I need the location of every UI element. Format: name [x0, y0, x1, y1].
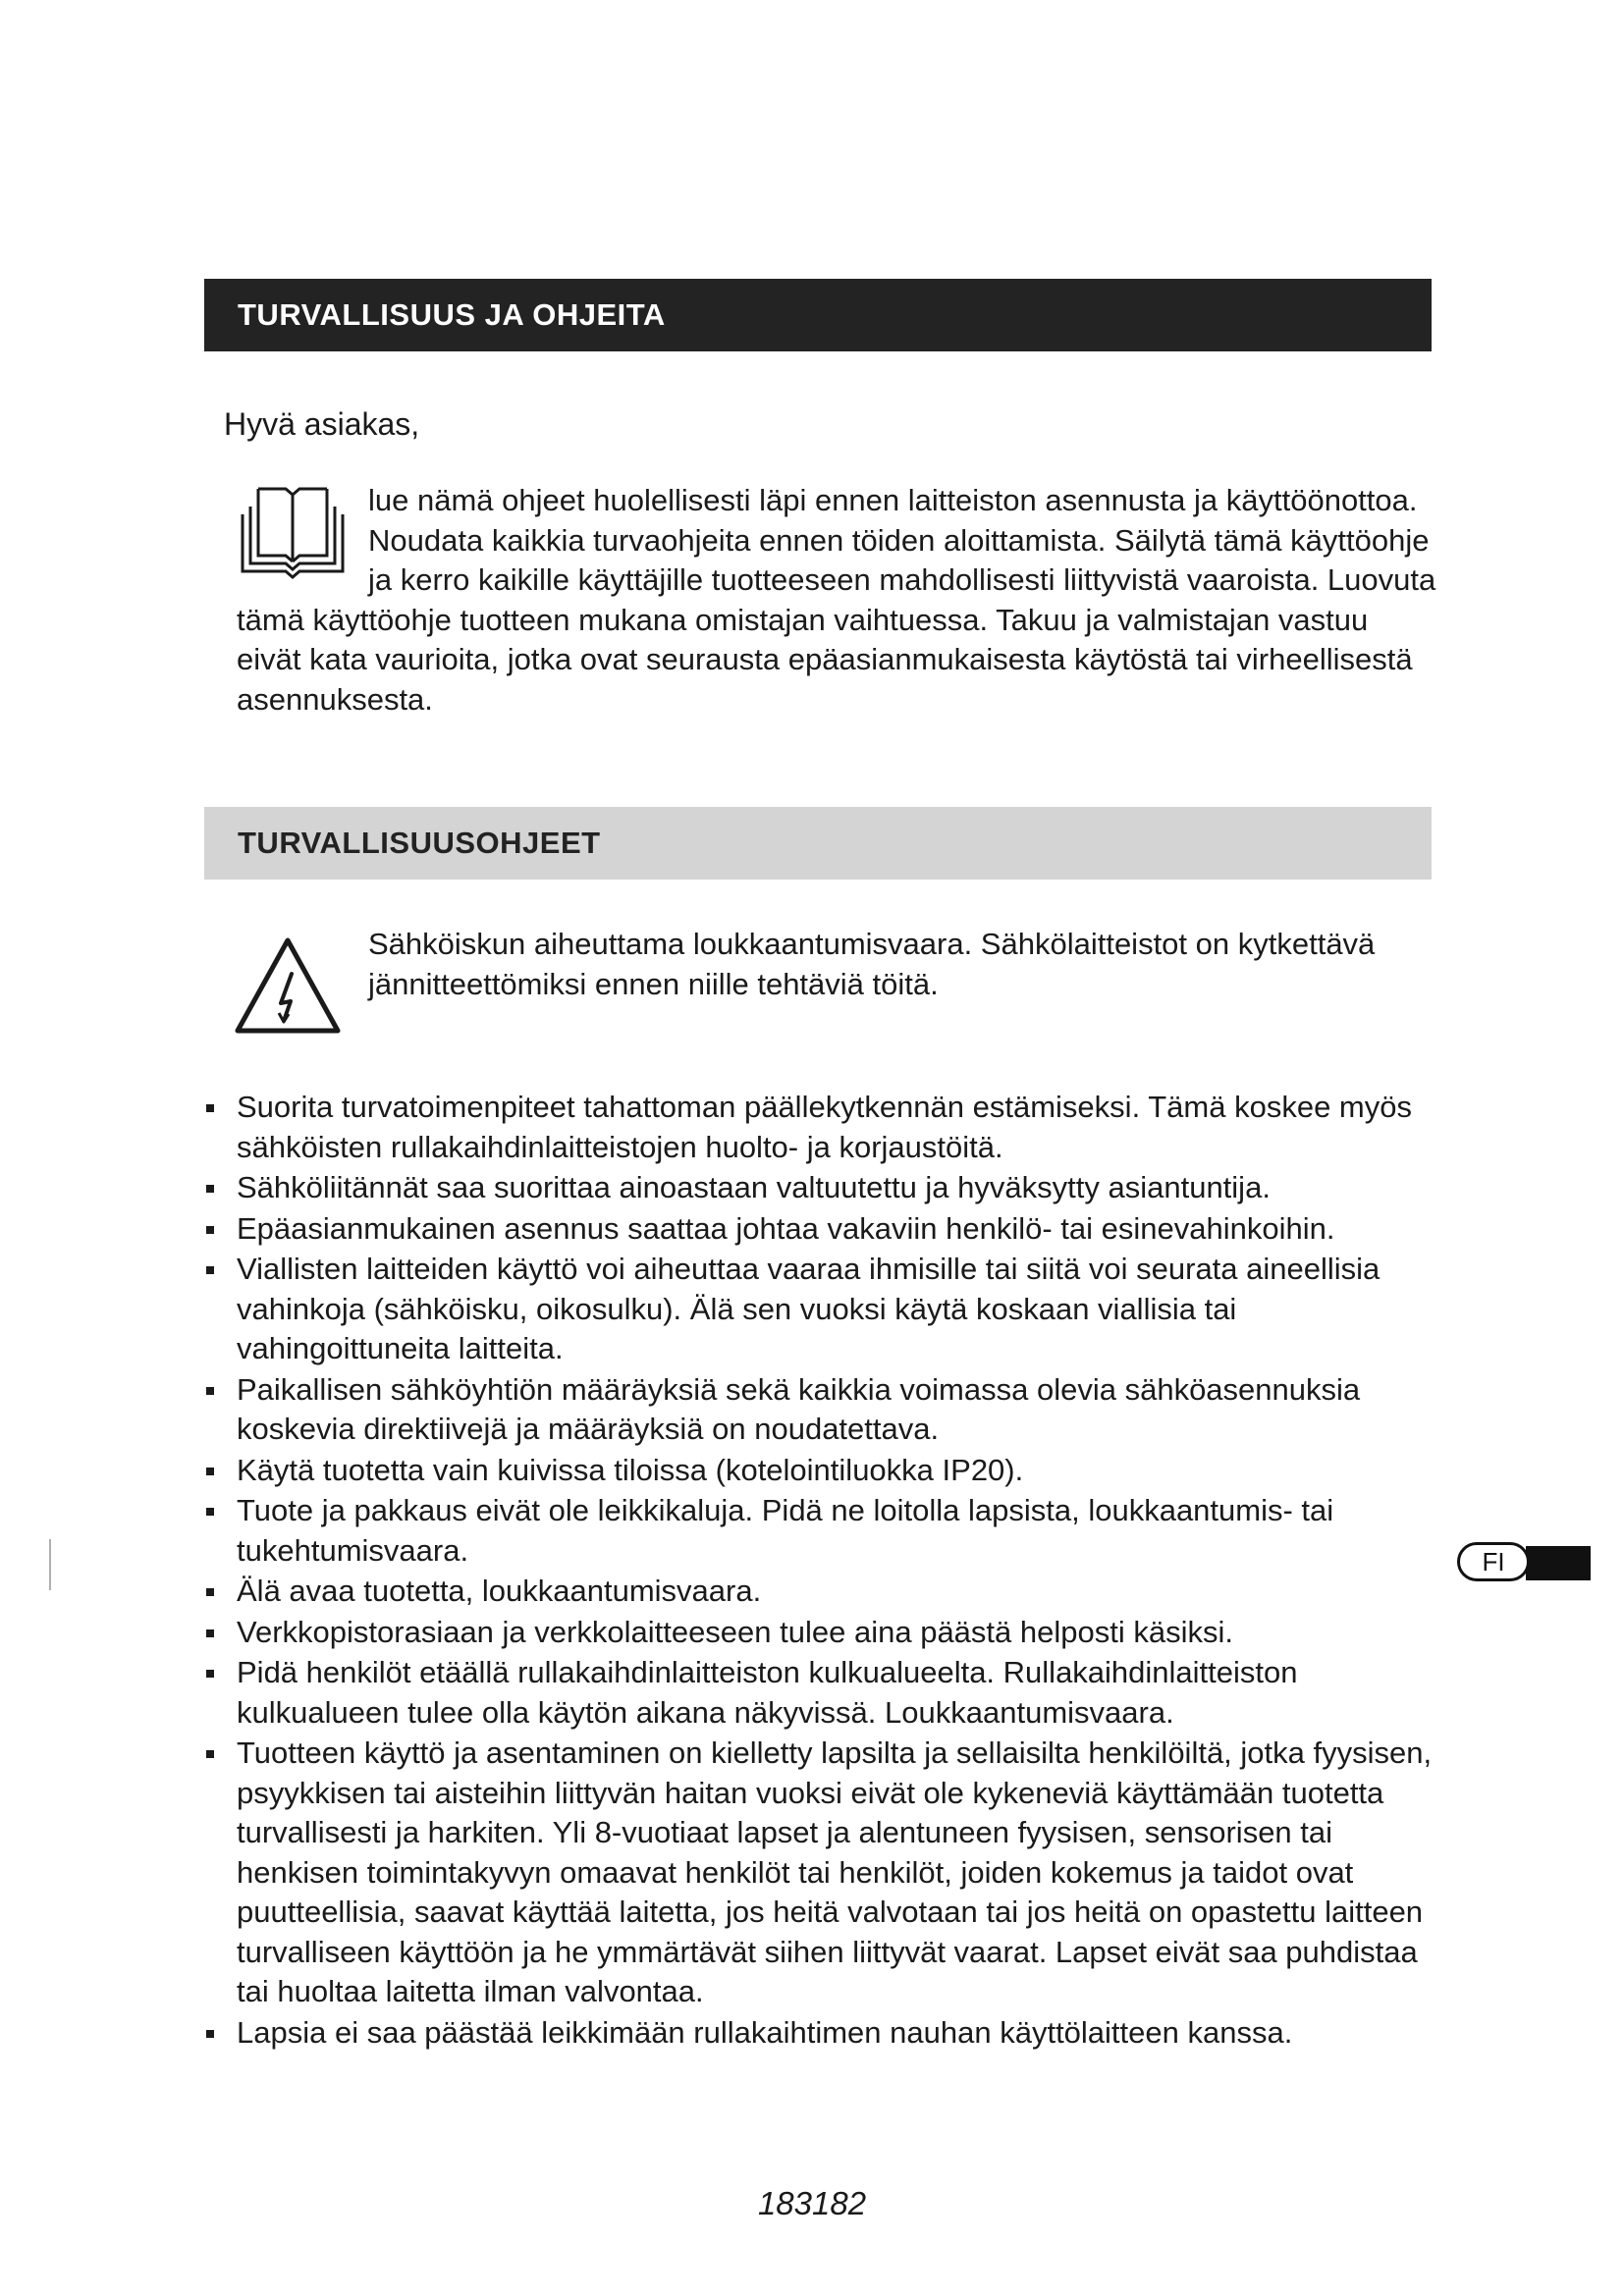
- bullet-square-icon: [206, 1508, 214, 1516]
- electric-hazard-icon: [232, 934, 344, 1037]
- language-tab-bar: [1526, 1546, 1591, 1580]
- list-item: Sähköliitännät saa suorittaa ainoastaan valtuutettu ja hyväksytty asiantuntija.: [202, 1168, 1441, 1208]
- list-item: Tuote ja pakkaus eivät ole leikkikaluja. Pidä ne loitolla lapsista, loukkaantumis- tai tukehtumisvaara.: [202, 1491, 1441, 1571]
- bullet-square-icon: [206, 2030, 214, 2038]
- list-item: Käytä tuotetta vain kuivissa tiloissa (kotelointiluokka IP20).: [202, 1451, 1441, 1491]
- list-item: Epäasianmukainen asennus saattaa johtaa vakaviin henkilö- tai esinevahinkoihin.: [202, 1209, 1441, 1250]
- intro-text: lue nämä ohjeet huolellisesti läpi ennen laitteiston asennusta ja käyttöönottoa. Noudata kaikkia turvaohjeita ennen töiden aloittamista. Säilytä tämä käyttöohje ja kerro kaikille käyttäjille tuotteeseen mahdollisesti liittyvistä vaaroista. Luovuta tämä käyttöohje tuotteen mukana omistajan vaihtuessa. Takuu ja valmistajan vastuu eivät kata vaurioita, jotka ovat seurausta epäasianmukaisesta käytöstä tai virheellisestä asennuksesta.: [237, 483, 1436, 717]
- list-item: Verkkopistorasiaan ja verkkolaitteeseen tulee aina päästä helposti käsiksi.: [202, 1613, 1441, 1653]
- list-item: Pidä henkilöt etäällä rullakaihdinlaitteiston kulkualueelta. Rullakaihdinlaitteiston kulkualueen tulee olla käytön aikana näkyvissä. Loukkaantumisvaara.: [202, 1653, 1441, 1733]
- bullet-square-icon: [206, 1387, 214, 1395]
- list-item: Tuotteen käyttö ja asentaminen on kielletty lapsilta ja sellaisilta henkilöiltä, jotka fyysisen, psyykkisen tai aisteihin liittyvän haitan vuoksi eivät ole kykeneviä käyttämään tuotetta turvallisesti ja harkiten. Yli 8-vuotiaat lapset ja alentuneen fyysisen, sensorisen tai henkisen toimintakyvyn omaavat henkilöt tai henkilöt, joiden kokemus ja taidot ovat puutteellisia, saavat käyttää laitetta, jos heitä valvotaan tai jos heitä on opastettu laitteen turvalliseen käyttöön ja he ymmärtävät siihen liittyvät vaarat. Lapset eivät saa puhdistaa tai huoltaa laitetta ilman valvontaa.: [202, 1734, 1441, 2012]
- section-title: TURVALLISUUSOHJEET: [238, 826, 601, 860]
- open-book-icon: [237, 481, 349, 589]
- safety-bullet-list: [202, 1088, 1441, 2054]
- language-badge: FI: [1457, 1542, 1530, 1581]
- bullet-square-icon: [206, 1468, 214, 1475]
- section-title: TURVALLISUUS JA OHJEITA: [238, 297, 666, 332]
- list-item: Lapsia ei saa päästää leikkimään rullakaihtimen nauhan käyttölaitteen kanssa.: [202, 2013, 1441, 2054]
- section-header-safety-and-instructions: [204, 279, 1432, 351]
- list-item: Älä avaa tuotetta, loukkaantumisvaara.: [202, 1572, 1441, 1612]
- bullet-square-icon: [206, 1266, 214, 1274]
- language-tab: [1457, 1537, 1591, 1588]
- list-item: Viallisten laitteiden käyttö voi aiheuttaa vaaraa ihmisille tai siitä voi seurata aineellisia vahinkoja (sähköisku, oikosulku). Älä sen vuoksi käytä koskaan viallisia tai vahingoittuneita laitteita.: [202, 1250, 1441, 1369]
- bullet-square-icon: [206, 1104, 214, 1112]
- greeting: Hyvä asiakas,: [224, 406, 420, 442]
- page-number: 183182: [757, 2185, 867, 2221]
- intro-paragraph: [237, 481, 1436, 720]
- bullet-square-icon: [206, 1185, 214, 1193]
- section-header-safety-instructions: [204, 807, 1432, 880]
- bullet-square-icon: [206, 1750, 214, 1758]
- bullet-square-icon: [206, 1629, 214, 1637]
- page-edge-mark: [49, 1539, 51, 1590]
- list-item: Suorita turvatoimenpiteet tahattoman päällekytkennän estämiseksi. Tämä koskee myös sähköisten rullakaihdinlaitteistojen huolto- ja korjaustöitä.: [202, 1088, 1441, 1167]
- list-item: Paikallisen sähköyhtiön määräyksiä sekä kaikkia voimassa olevia sähköasennuksia koskevia direktiivejä ja määräyksiä on noudatettava.: [202, 1370, 1441, 1450]
- electric-shock-warning: Sähköiskun aiheuttama loukkaantumisvaara. Sähkölaitteistot on kytkettävä jännitteettömiksi ennen niille tehtäviä töitä.: [368, 927, 1376, 1001]
- bullet-square-icon: [206, 1226, 214, 1234]
- bullet-square-icon: [206, 1670, 214, 1678]
- bullet-square-icon: [206, 1588, 214, 1596]
